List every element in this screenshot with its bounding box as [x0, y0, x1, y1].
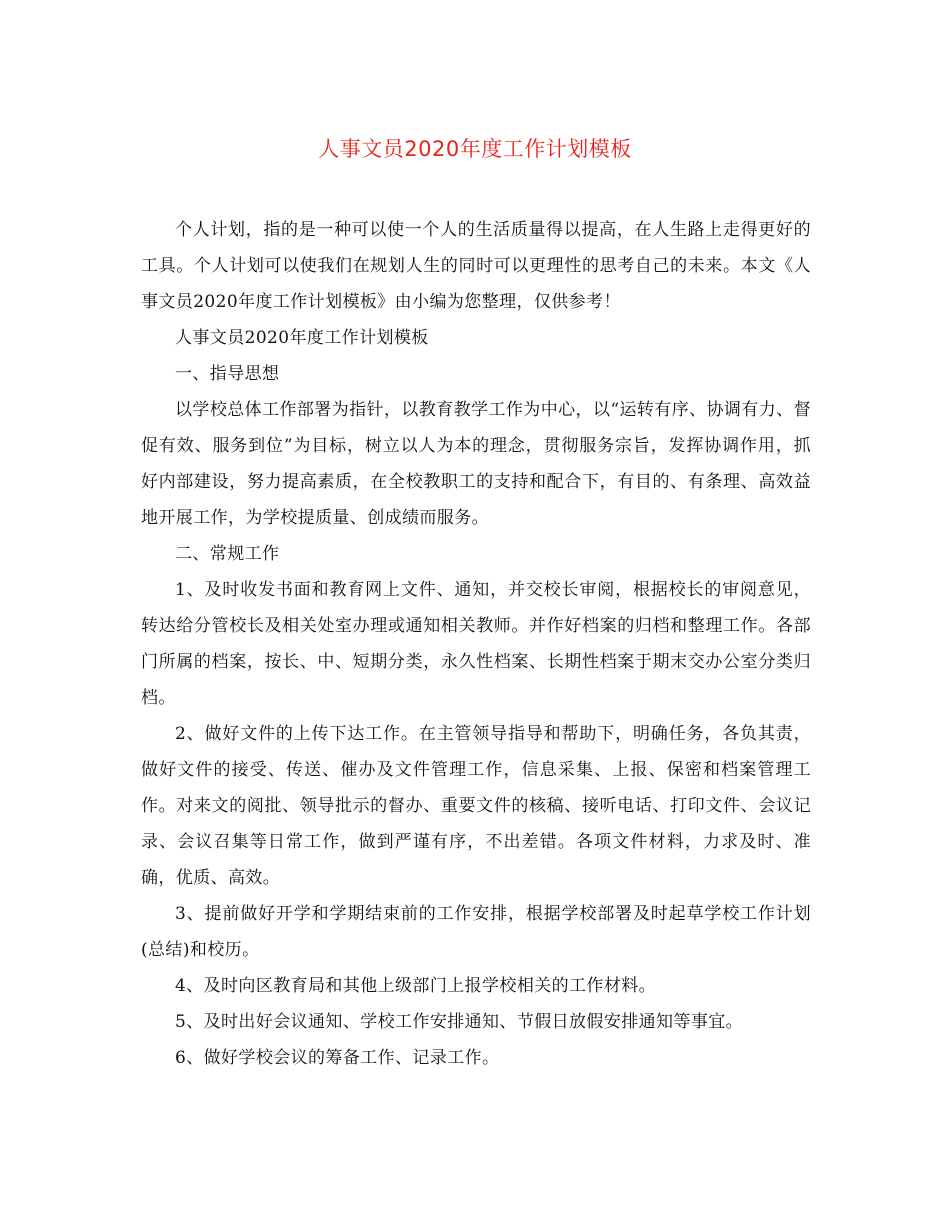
- guiding-ideology-paragraph: 以学校总体工作部署为指针，以教育教学工作为中心，以“运转有序、协调有力、督促有效、服务到位”为目标，树立以人为本的理念，贯彻服务宗旨，发挥协调作用，抓好内部建设，努力提高素质，在全校教职工的支持和配合下，有目的、有条理、高效益地开展工作，为学校提质量、创成绩而服务。: [141, 400, 811, 528]
- routine-item-6: 6、做好学校会议的筹备工作、记录工作。: [175, 1048, 500, 1068]
- document-title: 人事文员2020年度工作计划模板: [318, 137, 632, 161]
- routine-item-3: 3、提前做好开学和学期结束前的工作安排，根据学校部署及时起草学校工作计划(总结)和校历。: [141, 904, 811, 960]
- document-body: [141, 212, 811, 1076]
- routine-item-4: 4、及时向区教育局和其他上级部门上报学校相关的工作材料。: [175, 976, 657, 996]
- section-heading-routine-work: 二、常规工作: [175, 544, 280, 564]
- section-heading-guiding-ideology: 一、指导思想: [175, 364, 280, 384]
- routine-item-1: 1、及时收发书面和教育网上文件、通知，并交校长审阅，根据校长的审阅意见，转达给分管校长及相关处室办理或通知相关教师。并作好档案的归档和整理工作。各部门所属的档案，按长、中、短期分类，永久性档案、长期性档案于期末交办公室分类归档。: [141, 580, 811, 708]
- subtitle-paragraph: 人事文员2020年度工作计划模板: [175, 328, 429, 348]
- intro-paragraph: 个人计划，指的是一种可以使一个人的生活质量得以提高，在人生路上走得更好的工具。个人计划可以使我们在规划人生的同时可以更理性的思考自己的未来。本文《人事文员2020年度工作计划模板》由小编为您整理，仅供参考！: [141, 220, 811, 312]
- routine-item-2: 2、做好文件的上传下达工作。在主管领导指导和帮助下，明确任务，各负其责，做好文件的接受、传送、催办及文件管理工作，信息采集、上报、保密和档案管理工作。对来文的阅批、领导批示的督办、重要文件的核稿、接听电话、打印文件、会议记录、会议召集等日常工作，做到严谨有序，不出差错。各项文件材料，力求及时、准确，优质、高效。: [141, 724, 811, 888]
- routine-item-5: 5、及时出好会议通知、学校工作安排通知、节假日放假安排通知等事宜。: [175, 1012, 744, 1032]
